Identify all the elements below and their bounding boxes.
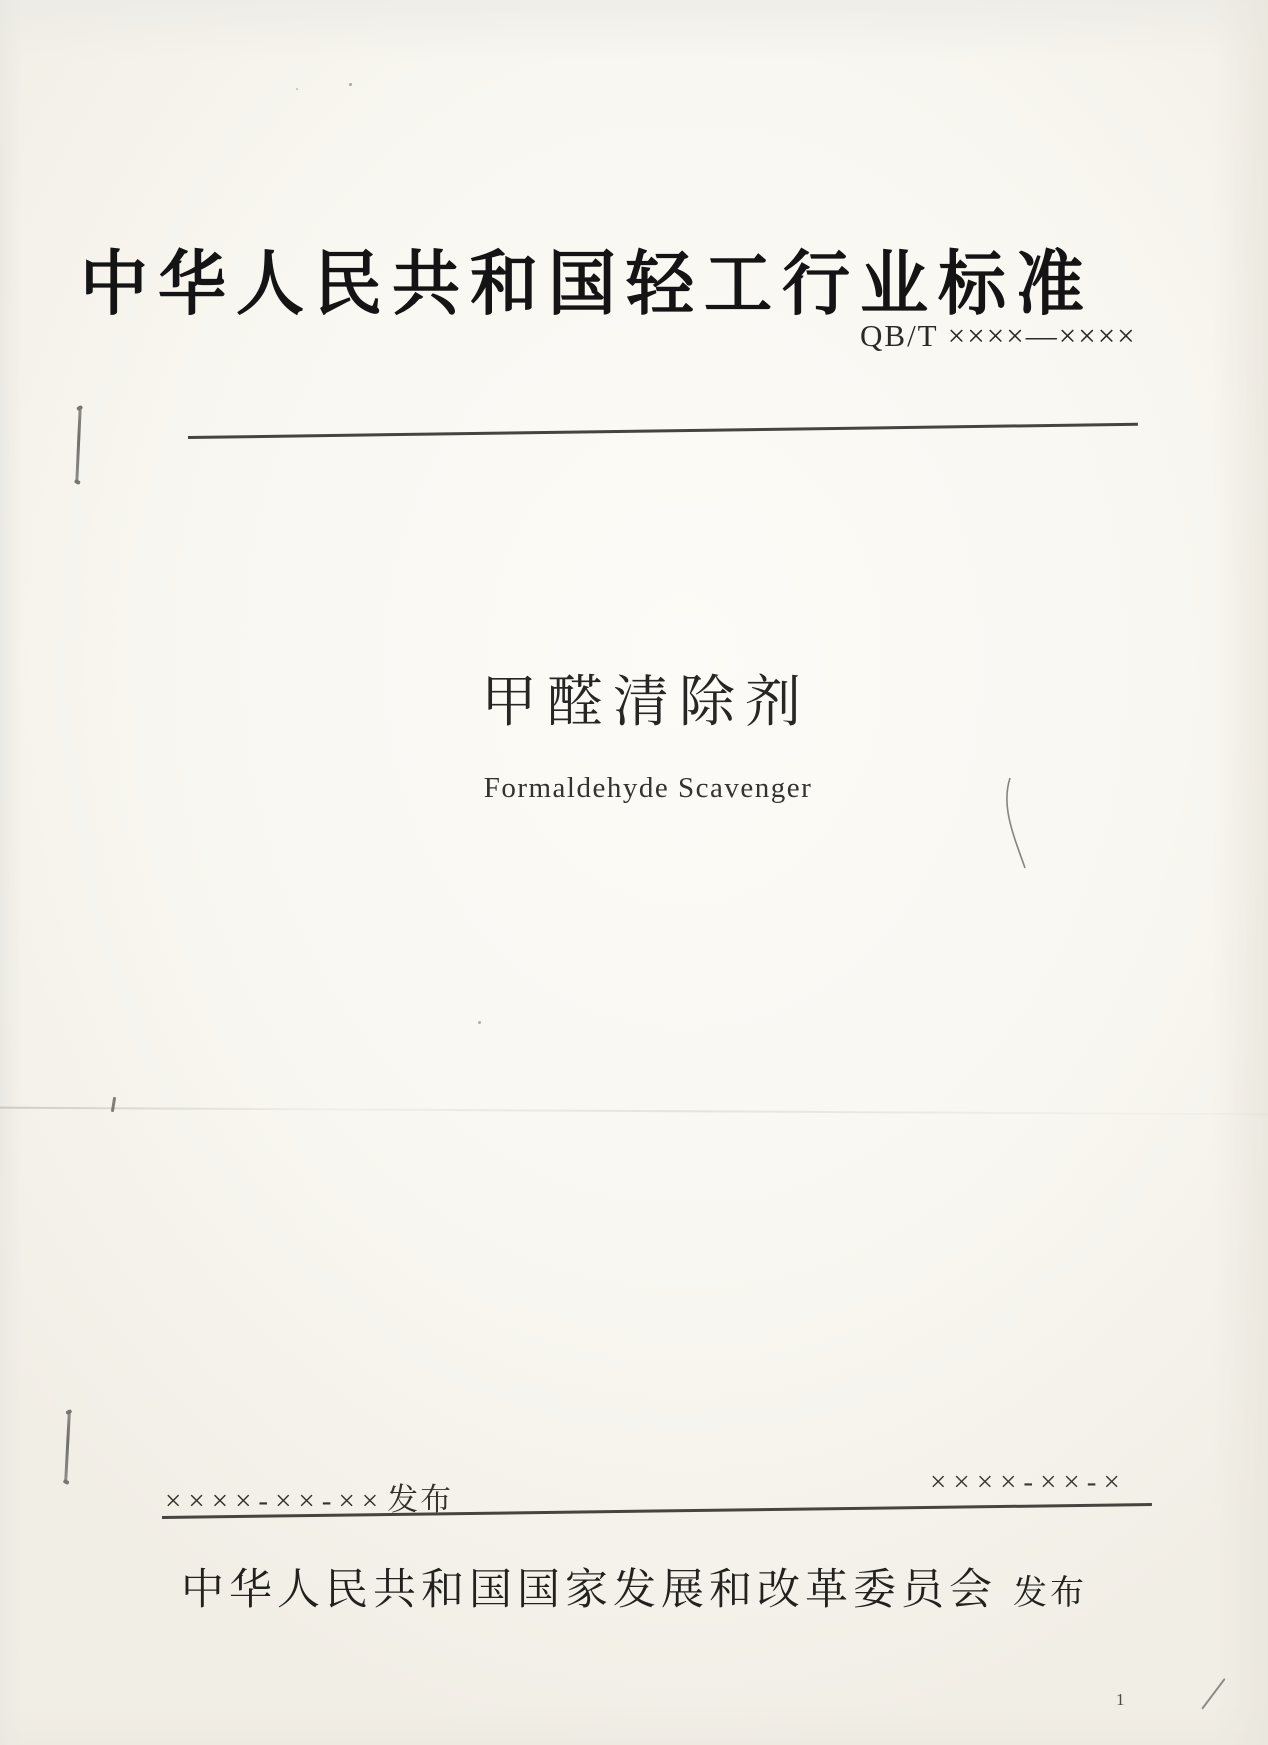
publish-label: 发布 bbox=[1013, 1575, 1087, 1612]
page-number: 1 bbox=[1116, 1690, 1125, 1709]
staple-mark-top bbox=[75, 408, 81, 482]
header-rule bbox=[188, 423, 1138, 439]
standard-number: QB/T ××××—×××× bbox=[860, 318, 1137, 353]
pen-slash-mark bbox=[1201, 1678, 1225, 1710]
document-title-chinese: 甲醛清除剂 bbox=[481, 670, 811, 733]
implementation-date: ××××-××-× bbox=[930, 1466, 1127, 1498]
crease-tick-mark bbox=[111, 1097, 116, 1112]
scan-speck bbox=[478, 1021, 481, 1024]
staple-mark-bottom bbox=[64, 1412, 71, 1482]
issue-date-label: 发布 bbox=[387, 1482, 454, 1517]
issue-date-value: ××××-××-×× bbox=[165, 1485, 386, 1517]
scan-speck bbox=[349, 83, 352, 86]
publisher-line bbox=[0, 1556, 1268, 1617]
document-title-english: Formaldehyde Scavenger bbox=[483, 772, 813, 804]
publisher-name: 中华人民共和国国家发展和改革委员会 bbox=[181, 1567, 997, 1614]
standard-series-title: 中华人民共和国轻工行业标准 bbox=[80, 244, 1095, 324]
paper-crease bbox=[0, 1107, 1268, 1116]
scan-hair-mark bbox=[998, 776, 1034, 870]
scan-speck bbox=[296, 88, 298, 90]
